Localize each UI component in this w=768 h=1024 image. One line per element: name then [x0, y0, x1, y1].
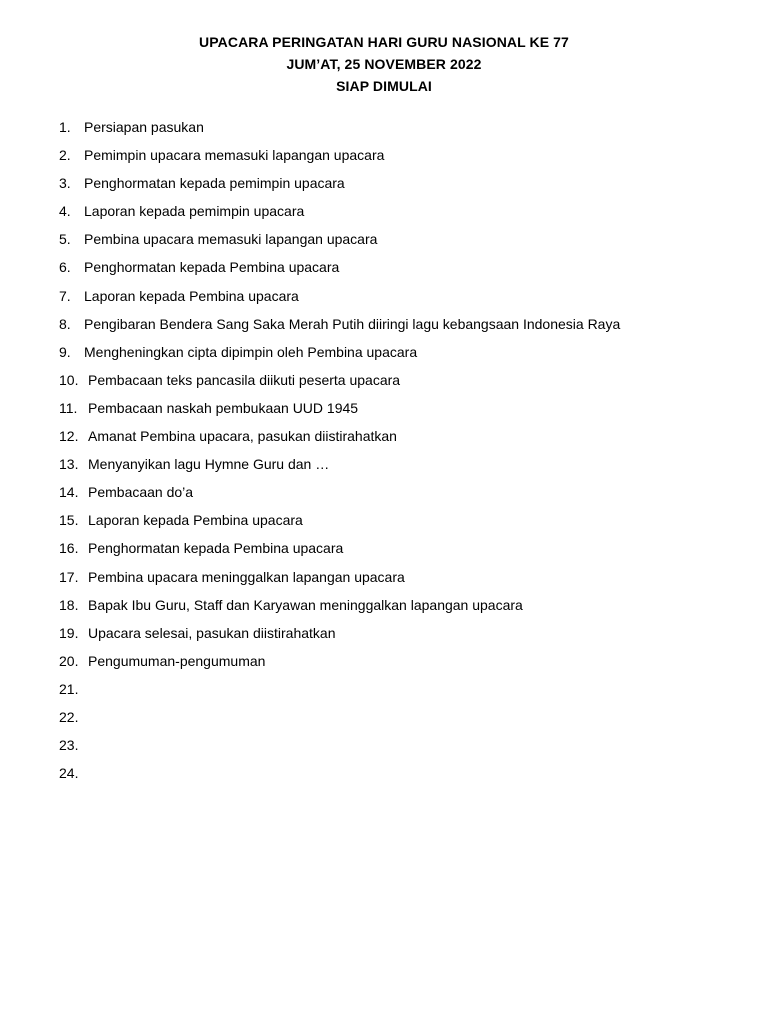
agenda-item-19	[59, 622, 749, 650]
agenda-item-text: Penghormatan kepada Pembina upacara	[84, 259, 340, 276]
agenda-item-20	[59, 650, 749, 678]
agenda-item-number: 7.	[59, 287, 71, 304]
agenda-item-number: 19.	[59, 624, 79, 641]
agenda-item-text: Penghormatan kepada Pembina upacara	[88, 540, 344, 557]
agenda-item-text: Laporan kepada Pembina upacara	[88, 512, 303, 529]
agenda-item-number: 8.	[59, 315, 71, 332]
agenda-item-number: 5.	[59, 231, 71, 248]
agenda-item-text: Pembacaan teks pancasila diikuti peserta upacara	[88, 371, 401, 388]
agenda-item-2	[59, 144, 749, 172]
agenda-item-10	[59, 369, 749, 397]
agenda-item-17	[59, 566, 749, 594]
agenda-item-7	[59, 285, 749, 313]
agenda-list	[59, 116, 749, 790]
agenda-item-number: 10.	[59, 371, 79, 388]
agenda-item-9	[59, 341, 749, 369]
agenda-item-text: Persiapan pasukan	[84, 119, 204, 135]
document-subtitle: SIAP DIMULAI	[336, 78, 432, 94]
agenda-item-number: 6.	[59, 259, 71, 276]
agenda-item-text: Penghormatan kepada pemimpin upacara	[84, 175, 345, 192]
agenda-item-text: Pembina upacara memasuki lapangan upacara	[84, 231, 378, 248]
document-title: UPACARA PERINGATAN HARI GURU NASIONAL KE 77	[199, 34, 569, 50]
document-header	[0, 31, 768, 97]
agenda-item-1	[59, 116, 749, 144]
agenda-item-8	[59, 313, 749, 341]
agenda-item-text: Mengheningkan cipta dipimpin oleh Pembina upacara	[84, 343, 418, 360]
agenda-item-number: 12.	[59, 428, 79, 445]
agenda-item-16	[59, 537, 749, 565]
agenda-item-number: 13.	[59, 456, 79, 473]
agenda-item-number: 15.	[59, 512, 79, 529]
agenda-item-12	[59, 425, 749, 453]
agenda-item-text: Pembacaan naskah pembukaan UUD 1945	[88, 399, 359, 416]
agenda-item-number: 17.	[59, 568, 79, 585]
agenda-item-6	[59, 256, 749, 284]
agenda-item-text: Bapak Ibu Guru, Staff dan Karyawan meninggalkan lapangan upacara	[88, 596, 523, 613]
agenda-item-text: Pembina upacara meninggalkan lapangan upacara	[88, 568, 405, 585]
agenda-item-4	[59, 200, 749, 228]
agenda-item-3	[59, 172, 749, 200]
agenda-item-number: 9.	[59, 343, 71, 360]
agenda-item-15	[59, 509, 749, 537]
agenda-item-number: 23.	[59, 737, 79, 754]
agenda-item-text: Upacara selesai, pasukan diistirahatkan	[88, 624, 336, 641]
document-date: JUM’AT, 25 NOVEMBER 2022	[286, 56, 482, 72]
agenda-item-22	[59, 706, 749, 734]
agenda-item-text: Menyanyikan lagu Hymne Guru dan …	[88, 456, 330, 473]
agenda-item-number: 18.	[59, 596, 79, 613]
agenda-item-number: 22.	[59, 708, 79, 725]
agenda-item-text: Pengumuman-pengumuman	[88, 652, 266, 669]
agenda-item-24	[59, 762, 749, 790]
agenda-item-5	[59, 228, 749, 256]
agenda-item-13	[59, 453, 749, 481]
agenda-item-number: 1.	[59, 119, 71, 135]
agenda-item-14	[59, 481, 749, 509]
agenda-item-23	[59, 734, 749, 762]
agenda-item-text: Laporan kepada Pembina upacara	[84, 287, 299, 304]
agenda-item-number: 14.	[59, 484, 79, 501]
agenda-item-number: 3.	[59, 175, 71, 192]
agenda-item-number: 20.	[59, 652, 79, 669]
agenda-item-number: 21.	[59, 680, 79, 697]
agenda-item-11	[59, 397, 749, 425]
agenda-item-21	[59, 678, 749, 706]
agenda-item-number: 4.	[59, 203, 71, 220]
agenda-item-text: Amanat Pembina upacara, pasukan diistirahatkan	[88, 428, 397, 445]
agenda-item-number: 16.	[59, 540, 79, 557]
agenda-item-text: Pembacaan do’a	[88, 484, 194, 501]
agenda-item-text: Pemimpin upacara memasuki lapangan upacara	[84, 147, 385, 164]
agenda-item-text: Pengibaran Bendera Sang Saka Merah Putih diiringi lagu kebangsaan Indonesia Raya	[84, 315, 621, 332]
agenda-item-text: Laporan kepada pemimpin upacara	[84, 203, 305, 220]
agenda-item-number: 11.	[59, 399, 78, 416]
agenda-item-number: 24.	[59, 765, 79, 782]
agenda-item-18	[59, 594, 749, 622]
agenda-item-number: 2.	[59, 147, 71, 164]
